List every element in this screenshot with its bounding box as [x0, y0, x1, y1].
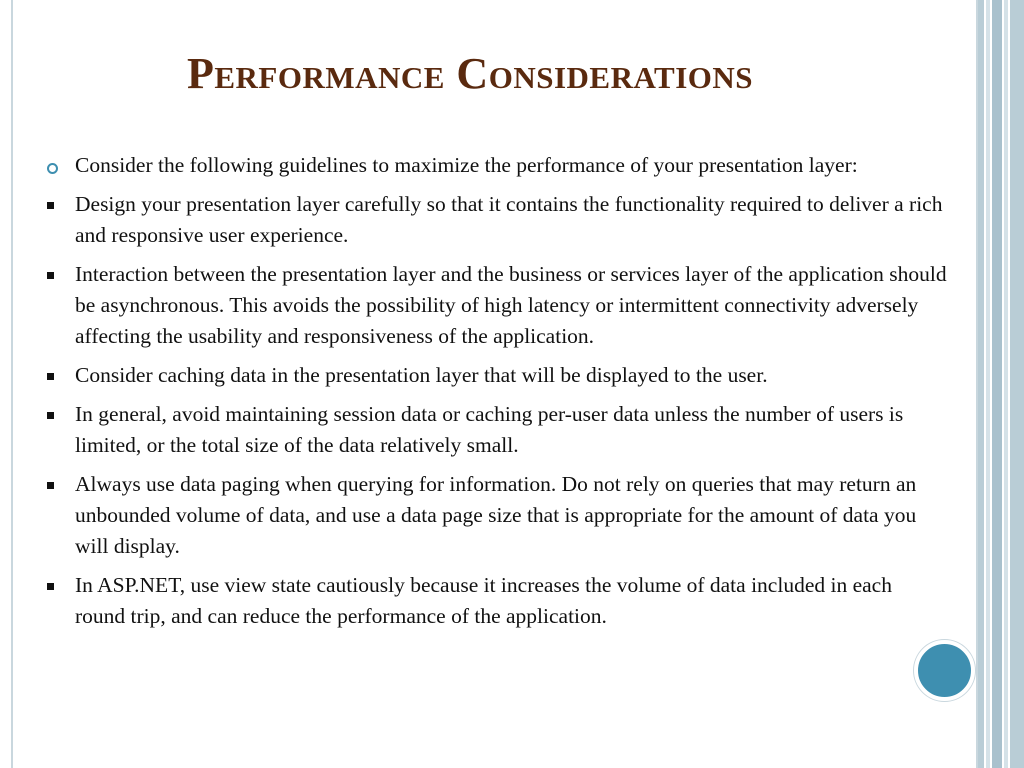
square-bullet-icon: [45, 469, 65, 500]
bullet-item: [42, 570, 947, 632]
bullet-item: [42, 360, 947, 391]
slide-title: Performance Considerations: [186, 49, 754, 98]
side-stripes-decoration: [978, 0, 1024, 768]
square-bullet-icon: [45, 570, 65, 601]
stripe: [992, 0, 1002, 768]
bullet-item: [42, 189, 947, 251]
bullet-text: Consider caching data in the presentation layer that will be displayed to the user.: [75, 363, 768, 387]
stripe: [1010, 0, 1024, 768]
square-bullet-icon: [45, 360, 65, 391]
bullet-item: [42, 259, 947, 352]
bullet-item: [42, 399, 947, 461]
square-bullet-icon: [45, 259, 65, 290]
stripe: [978, 0, 984, 768]
bullet-text: Design your presentation layer carefully so that it contains the functionality required to deliver a rich and responsive user experience.: [75, 192, 943, 247]
bullet-item: [42, 150, 947, 181]
bullet-text: In ASP.NET, use view state cautiously because it increases the volume of data included in each round trip, and can reduce the performance of the application.: [75, 573, 892, 628]
bullet-text: Always use data paging when querying for information. Do not rely on queries that may return an unbounded volume of data, and use a data page size that is appropriate for the amount of data you will display.: [75, 472, 917, 558]
stripe: [986, 0, 990, 768]
bullet-text: In general, avoid maintaining session data or caching per-user data unless the number of users is limited, or the total size of the data relatively small.: [75, 402, 904, 457]
bullet-item: [42, 469, 947, 562]
stripe: [1004, 0, 1008, 768]
square-bullet-icon: [45, 189, 65, 220]
bullet-text: Interaction between the presentation layer and the business or services layer of the application should be asynchronous. This avoids the possibility of high latency or intermittent connectivity adversely affecting the usability and responsiveness of the application.: [75, 262, 947, 348]
bullet-list: [42, 150, 947, 640]
square-bullet-icon: [45, 399, 65, 430]
bullet-text: Consider the following guidelines to maximize the performance of your presentation layer:: [75, 153, 858, 177]
decorative-circle-icon: [914, 640, 975, 701]
hollow-circle-icon: [45, 150, 65, 181]
